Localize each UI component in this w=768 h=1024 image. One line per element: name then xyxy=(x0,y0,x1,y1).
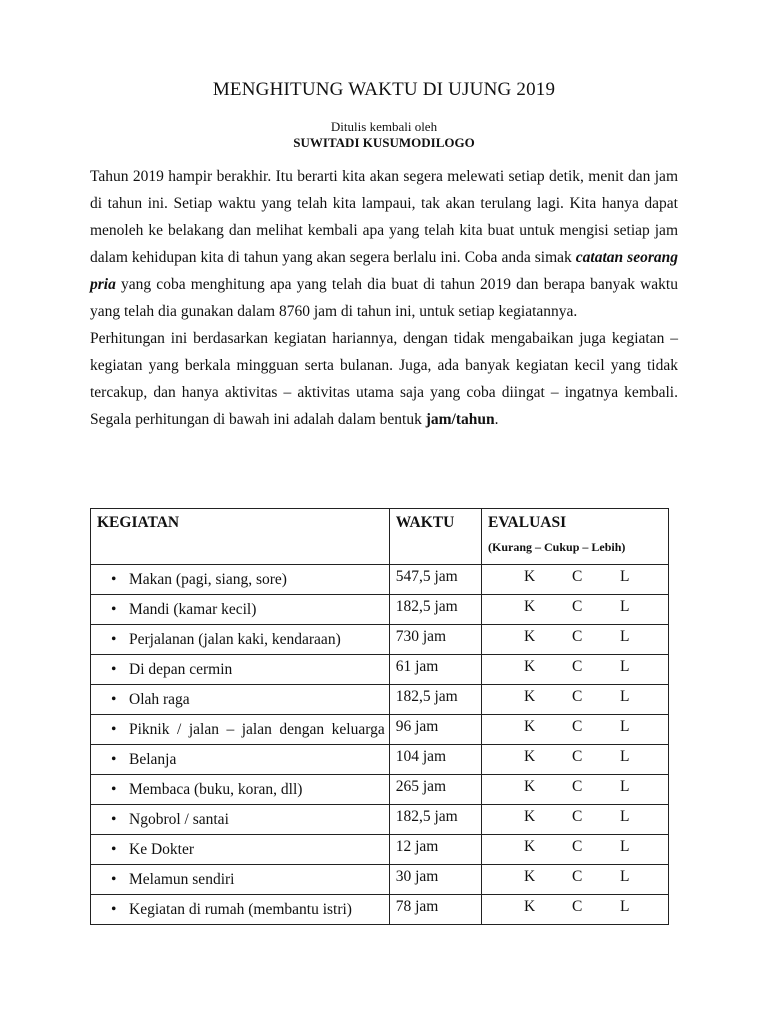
evaluation-cell xyxy=(482,865,669,895)
activity-item xyxy=(99,807,385,832)
paragraph-intro-emphasis: catatan seorang pria xyxy=(90,249,678,293)
time-value: 182,5 jam xyxy=(389,685,481,715)
activity-cell xyxy=(91,835,390,865)
activity-item xyxy=(99,837,385,862)
evaluation-option-cukup: C xyxy=(572,838,583,855)
table-body xyxy=(91,565,669,925)
activity-label: Perjalanan (jalan kaki, kendaraan) xyxy=(129,631,341,648)
evaluation-cell xyxy=(482,805,669,835)
evaluation-option-cukup: C xyxy=(572,808,583,825)
evaluation-option-lebih: L xyxy=(620,808,630,825)
time-value: 730 jam xyxy=(389,625,481,655)
activity-label: Mandi (kamar kecil) xyxy=(129,601,257,618)
evaluation-option-kurang: K xyxy=(524,718,536,735)
activity-label: Kegiatan di rumah (membantu istri) xyxy=(129,901,352,918)
evaluation-cell xyxy=(482,655,669,685)
bullet-icon: • xyxy=(111,721,117,738)
evaluation-option-cukup: C xyxy=(572,748,583,765)
paragraph-method-emphasis: jam/tahun xyxy=(425,411,495,428)
activity-item xyxy=(99,777,385,802)
evaluation-option-cukup: C xyxy=(572,658,583,675)
evaluation-options xyxy=(482,567,668,587)
evaluation-cell xyxy=(482,595,669,625)
evaluation-cell xyxy=(482,895,669,925)
table-row xyxy=(91,745,669,775)
paragraph-intro-text-b: yang coba menghitung apa yang telah dia buat di tahun 2019 dan berapa banyak waktu yang telah dia gunakan dalam 8760 jam di tahun ini, untuk setiap kegiatannya. xyxy=(90,276,678,320)
evaluation-options xyxy=(482,597,668,617)
activity-cell xyxy=(91,595,390,625)
bullet-icon: • xyxy=(111,601,117,618)
bullet-icon: • xyxy=(111,691,117,708)
evaluation-option-cukup: C xyxy=(572,778,583,795)
evaluation-option-lebih: L xyxy=(620,598,630,615)
paragraph-method xyxy=(90,325,678,433)
table-row xyxy=(91,595,669,625)
time-value: 78 jam xyxy=(389,895,481,925)
evaluation-cell xyxy=(482,775,669,805)
bullet-icon: • xyxy=(111,751,117,768)
evaluation-option-kurang: K xyxy=(524,838,536,855)
time-value: 547,5 jam xyxy=(389,565,481,595)
time-value: 96 jam xyxy=(389,715,481,745)
evaluation-option-kurang: K xyxy=(524,898,536,915)
activity-label: Piknik / jalan – jalan dengan keluarga xyxy=(129,721,385,738)
evaluation-option-lebih: L xyxy=(620,658,630,675)
activity-label: Di depan cermin xyxy=(129,661,233,678)
bullet-icon: • xyxy=(111,901,117,918)
evaluation-options xyxy=(482,897,668,917)
activity-cell xyxy=(91,895,390,925)
evaluation-option-kurang: K xyxy=(524,658,536,675)
evaluation-cell xyxy=(482,685,669,715)
evaluation-options xyxy=(482,747,668,767)
activity-item xyxy=(99,687,385,712)
evaluation-option-kurang: K xyxy=(524,808,536,825)
article-body xyxy=(90,163,678,433)
table-row xyxy=(91,775,669,805)
bullet-icon: • xyxy=(111,571,117,588)
evaluation-options xyxy=(482,867,668,887)
activity-label: Membaca (buku, koran, dll) xyxy=(129,781,303,798)
activity-item xyxy=(99,597,385,622)
evaluation-option-lebih: L xyxy=(620,778,630,795)
activity-item xyxy=(99,627,385,652)
evaluation-option-kurang: K xyxy=(524,568,536,585)
header-activity: KEGIATAN xyxy=(91,509,390,565)
evaluation-cell xyxy=(482,835,669,865)
evaluation-option-cukup: C xyxy=(572,718,583,735)
evaluation-options xyxy=(482,807,668,827)
evaluation-cell xyxy=(482,625,669,655)
evaluation-option-cukup: C xyxy=(572,868,583,885)
bullet-icon: • xyxy=(111,811,117,828)
activity-cell xyxy=(91,865,390,895)
table-row xyxy=(91,715,669,745)
time-value: 182,5 jam xyxy=(389,805,481,835)
evaluation-option-lebih: L xyxy=(620,898,630,915)
activity-item xyxy=(99,657,385,682)
bullet-icon: • xyxy=(111,841,117,858)
time-value: 30 jam xyxy=(389,865,481,895)
bullet-icon: • xyxy=(111,871,117,888)
table-row xyxy=(91,865,669,895)
paragraph-intro-text-a: Tahun 2019 hampir berakhir. Itu berarti kita akan segera melewati setiap detik, menit dan jam di tahun ini. Setiap waktu yang telah kita lampaui, tak akan terulang lagi. Kita hanya dapat menoleh ke belakang dan melihat kembali apa yang telah kita buat untuk mengisi setiap jam dalam kehidupan kita di tahun yang akan segera berlalu ini. Coba anda simak xyxy=(90,168,678,266)
byline-prefix: Ditulis kembali oleh xyxy=(330,119,438,134)
evaluation-option-lebih: L xyxy=(620,838,630,855)
evaluation-option-kurang: K xyxy=(524,778,536,795)
evaluation-options xyxy=(482,627,668,647)
evaluation-option-lebih: L xyxy=(620,868,630,885)
evaluation-option-lebih: L xyxy=(620,568,630,585)
page-title: MENGHITUNG WAKTU DI UJUNG 2019 xyxy=(212,79,556,100)
activity-item xyxy=(99,567,385,592)
evaluation-option-kurang: K xyxy=(524,628,536,645)
evaluation-option-kurang: K xyxy=(524,868,536,885)
time-value: 104 jam xyxy=(389,745,481,775)
activity-cell xyxy=(91,655,390,685)
evaluation-cell xyxy=(482,715,669,745)
paragraph-method-text-a: Perhitungan ini berdasarkan kegiatan hariannya, dengan tidak mengabaikan juga kegiatan – kegiatan yang berkala mingguan serta bulanan. Juga, ada banyak kegiatan kecil yang tidak tercakup, dan hanya aktivitas – aktivitas utama saja yang coba diingat – ingatnya kembali. Segala perhitungan di bawah ini adalah dalam bentuk xyxy=(90,330,678,428)
activity-cell xyxy=(91,565,390,595)
activity-item xyxy=(99,747,385,772)
evaluation-options xyxy=(482,777,668,797)
activity-label: Olah raga xyxy=(129,691,190,708)
header-time: WAKTU xyxy=(389,509,481,565)
table-row xyxy=(91,685,669,715)
evaluation-cell xyxy=(482,745,669,775)
table-row xyxy=(91,565,669,595)
evaluation-option-cukup: C xyxy=(572,688,583,705)
evaluation-option-cukup: C xyxy=(572,568,583,585)
activity-label: Ngobrol / santai xyxy=(129,811,229,828)
paragraph-intro xyxy=(90,163,678,325)
header-evaluation-scale: (Kurang – Cukup – Lebih) xyxy=(488,540,626,554)
activity-label: Makan (pagi, siang, sore) xyxy=(129,571,287,588)
evaluation-option-lebih: L xyxy=(620,628,630,645)
table-row xyxy=(91,805,669,835)
evaluation-option-cukup: C xyxy=(572,598,583,615)
activity-cell xyxy=(91,805,390,835)
evaluation-option-cukup: C xyxy=(572,628,583,645)
activity-item xyxy=(99,867,385,892)
time-value: 12 jam xyxy=(389,835,481,865)
bullet-icon: • xyxy=(111,781,117,798)
activity-cell xyxy=(91,685,390,715)
table-row xyxy=(91,895,669,925)
table-row xyxy=(91,835,669,865)
evaluation-options xyxy=(482,717,668,737)
time-value: 265 jam xyxy=(389,775,481,805)
bullet-icon: • xyxy=(111,661,117,678)
evaluation-cell xyxy=(482,565,669,595)
table-row xyxy=(91,655,669,685)
time-value: 61 jam xyxy=(389,655,481,685)
activity-cell xyxy=(91,775,390,805)
evaluation-option-cukup: C xyxy=(572,898,583,915)
evaluation-option-lebih: L xyxy=(620,688,630,705)
time-value: 182,5 jam xyxy=(389,595,481,625)
activity-label: Belanja xyxy=(129,751,177,768)
activity-cell xyxy=(91,715,390,745)
activity-label: Ke Dokter xyxy=(129,841,194,858)
evaluation-options xyxy=(482,837,668,857)
evaluation-option-kurang: K xyxy=(524,748,536,765)
activity-item xyxy=(99,897,385,922)
evaluation-option-lebih: L xyxy=(620,748,630,765)
activity-cell xyxy=(91,625,390,655)
activity-cell xyxy=(91,745,390,775)
activity-label: Melamun sendiri xyxy=(129,871,235,888)
table-row xyxy=(91,625,669,655)
byline xyxy=(0,119,768,151)
header-evaluation xyxy=(482,509,669,565)
activity-item xyxy=(99,717,385,742)
evaluation-options xyxy=(482,687,668,707)
activity-table xyxy=(90,508,669,925)
evaluation-option-kurang: K xyxy=(524,688,536,705)
table-header-row xyxy=(91,509,669,565)
evaluation-option-kurang: K xyxy=(524,598,536,615)
bullet-icon: • xyxy=(111,631,117,648)
header-evaluation-label: EVALUASI xyxy=(488,514,567,531)
evaluation-option-lebih: L xyxy=(620,718,630,735)
author-name: SUWITADI KUSUMODILOGO xyxy=(293,135,475,150)
evaluation-options xyxy=(482,657,668,677)
paragraph-method-text-b: . xyxy=(494,411,499,428)
